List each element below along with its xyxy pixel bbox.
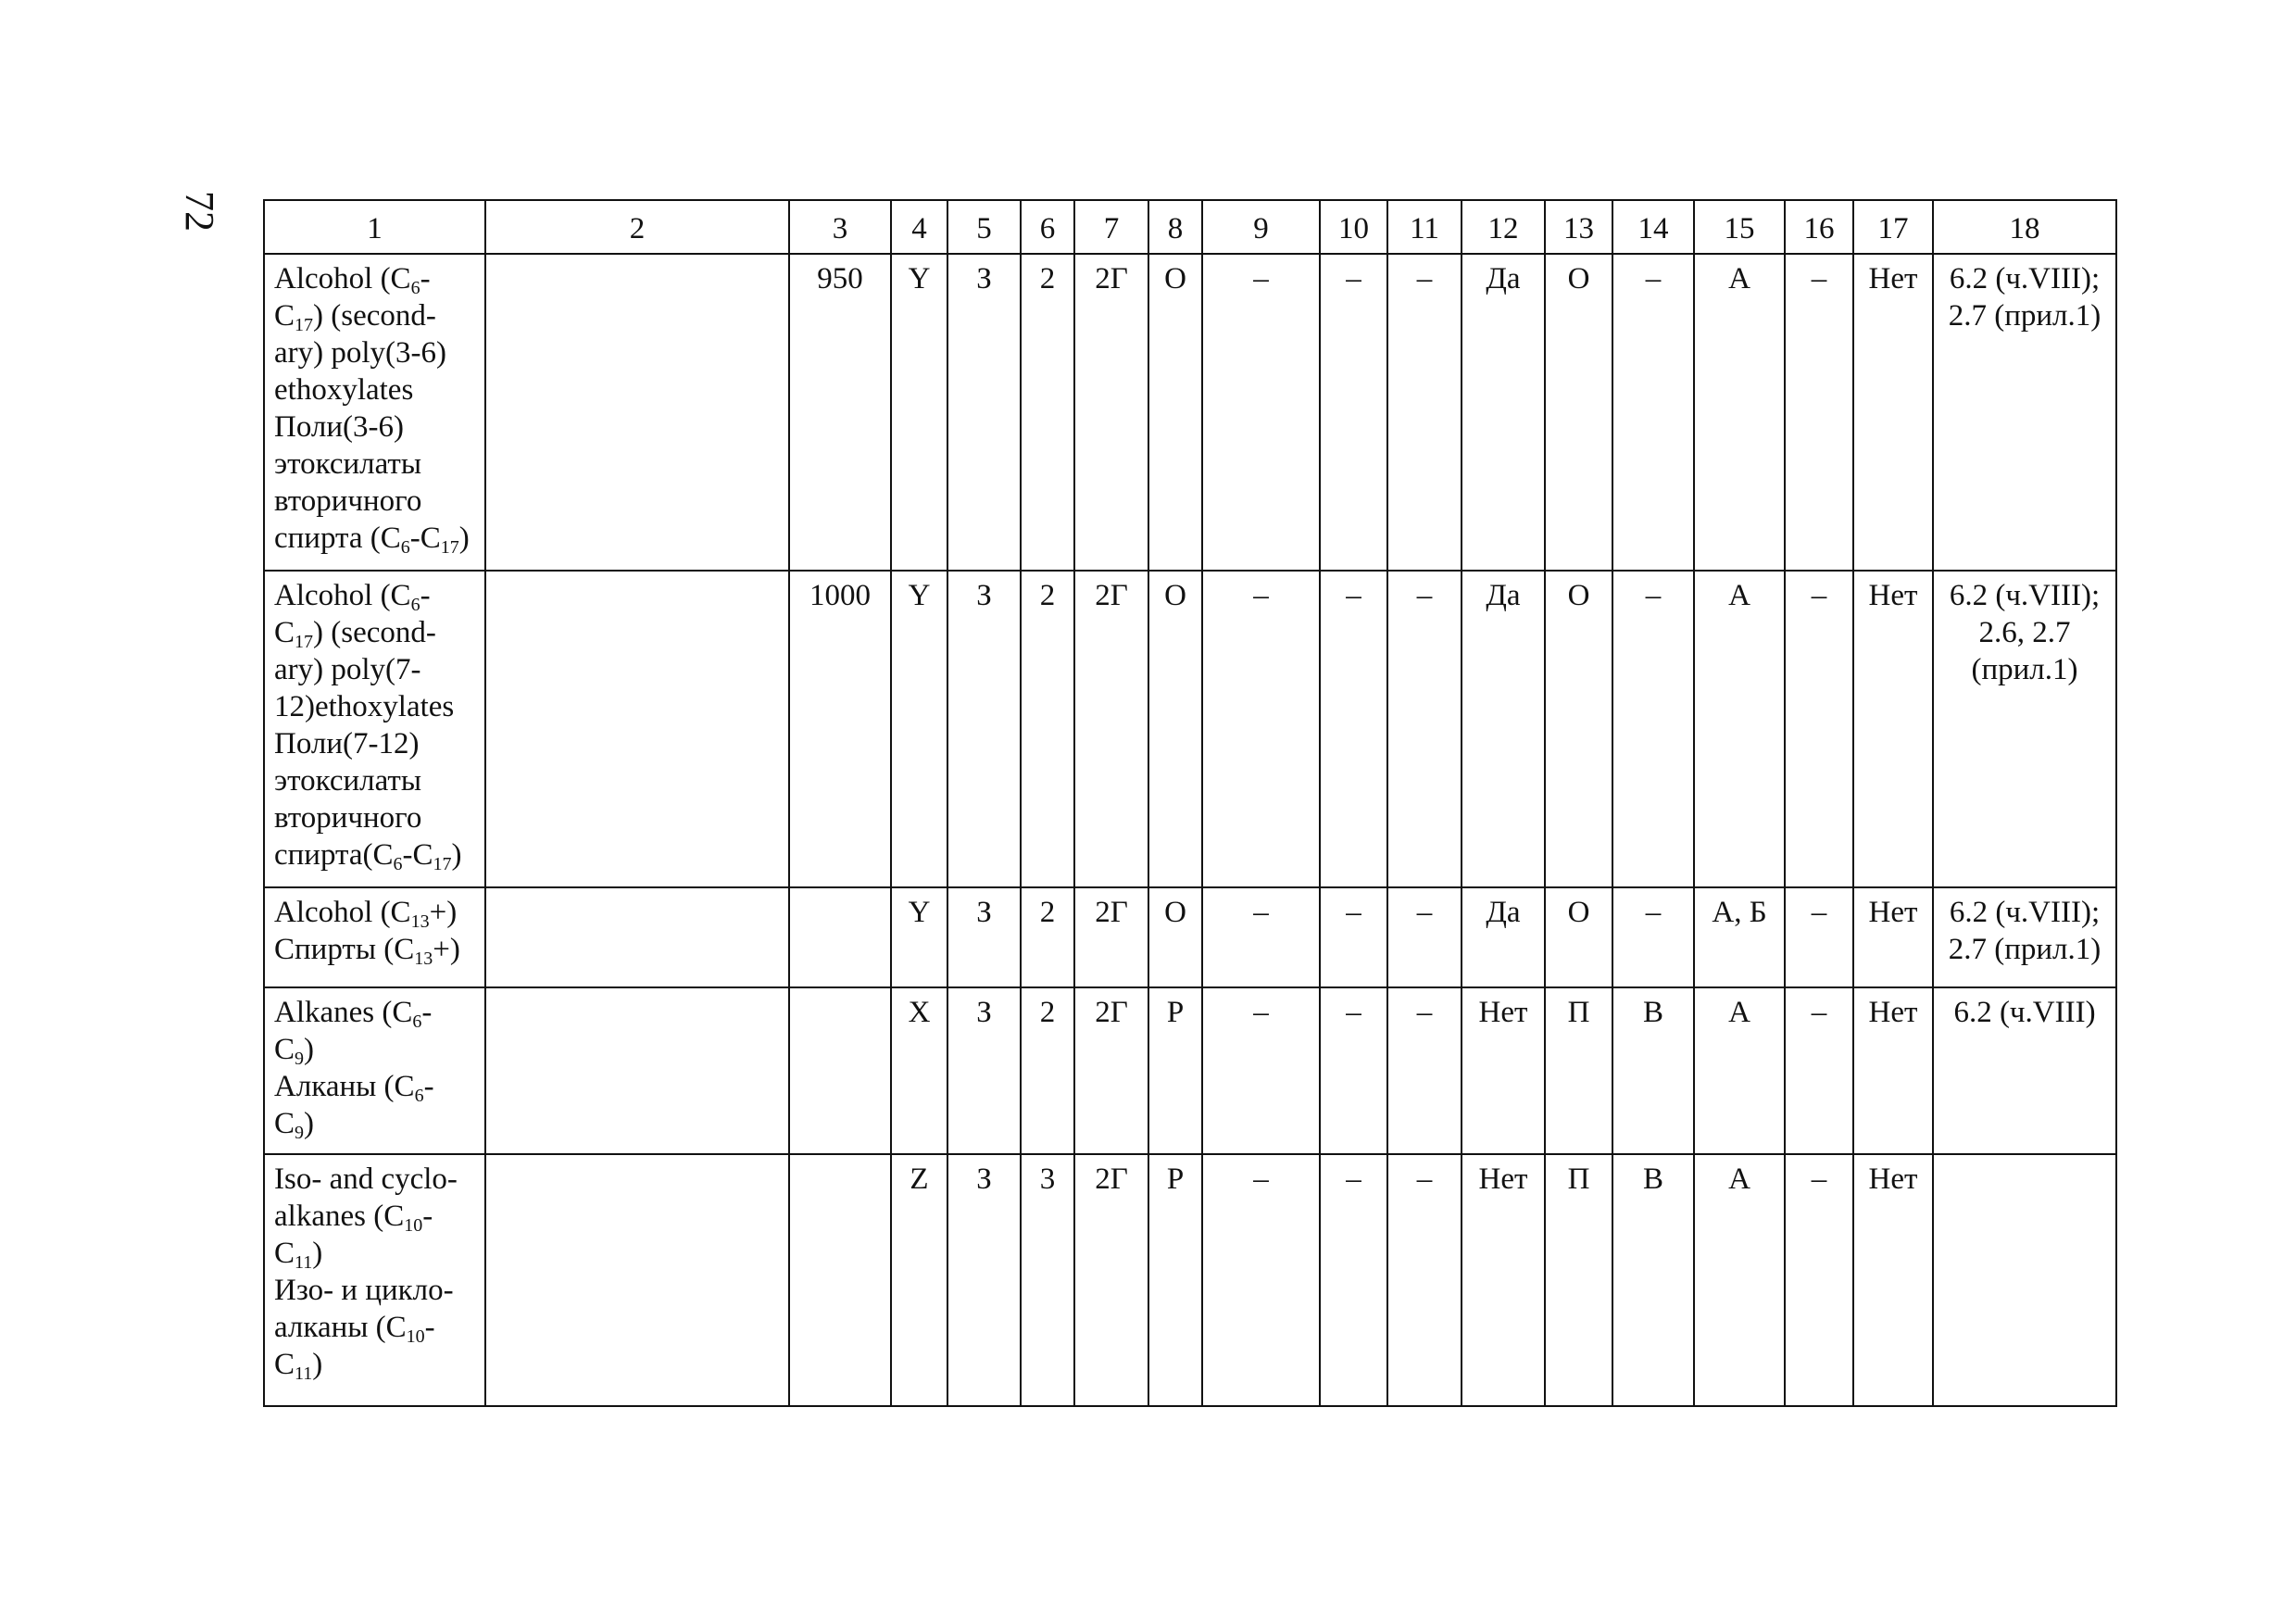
table-cell-col-8: О [1148, 887, 1202, 987]
table-cell-col-2 [485, 1154, 789, 1406]
column-header-9: 9 [1202, 200, 1320, 254]
table-cell-col-13: П [1545, 987, 1612, 1154]
column-header-10: 10 [1320, 200, 1387, 254]
subscript-text: 11 [295, 1252, 313, 1273]
subscript-text: 11 [295, 1363, 313, 1384]
table-cell-col-2 [485, 571, 789, 887]
column-header-16: 16 [1785, 200, 1853, 254]
table-cell-col-8: О [1148, 571, 1202, 887]
cargo-name-line [274, 1346, 481, 1383]
cargo-name-line [274, 577, 481, 614]
table-cell-col-4: Y [891, 887, 947, 987]
subscript-text: 6 [414, 1086, 424, 1106]
table-cell-col-18 [1933, 1154, 2116, 1406]
table-cell-col-9: – [1202, 1154, 1320, 1406]
column-header-11: 11 [1387, 200, 1462, 254]
table-cell-col-13: О [1545, 254, 1612, 571]
table-cell-col-11: – [1387, 254, 1462, 571]
name-text: - [422, 1200, 433, 1233]
table-cell-col-7: 2Г [1074, 571, 1148, 887]
cargo-name-line [274, 297, 481, 334]
column-header-5: 5 [947, 200, 1021, 254]
subscript-text: 17 [295, 315, 314, 335]
cargo-name-line [274, 931, 481, 968]
name-text: Поли(7-12) [274, 727, 420, 760]
name-text: ) (second- [313, 616, 436, 649]
name-text: 12)ethoxylates [274, 690, 455, 723]
table-cell-col-16: – [1785, 254, 1853, 571]
cargo-name-line [274, 614, 481, 651]
table-cell-col-14: – [1612, 254, 1694, 571]
cargo-name-line [274, 994, 481, 1031]
subscript-text: 6 [393, 854, 403, 874]
name-text: вторичного [274, 484, 422, 518]
table-cell-col-11: – [1387, 987, 1462, 1154]
name-text: Iso- and cyclo- [274, 1162, 458, 1196]
table-cell-col-4: Y [891, 571, 947, 887]
subscript-text: 13 [410, 911, 430, 932]
table-cell-col-9: – [1202, 987, 1320, 1154]
table-cell-col-18 [1933, 987, 2116, 1154]
column-header-2: 2 [485, 200, 789, 254]
table-cell-col-10: – [1320, 887, 1387, 987]
table-cell-col-7: 2Г [1074, 987, 1148, 1154]
name-text: ) [312, 1237, 323, 1270]
table-cell-col-5: З [947, 887, 1021, 987]
table-row [264, 987, 2116, 1154]
column-header-7: 7 [1074, 200, 1148, 254]
reference-line: 6.2 (ч.VIII); [1949, 896, 2101, 929]
table-cell-col-14: – [1612, 887, 1694, 987]
table-cell-col-8: О [1148, 254, 1202, 571]
table-body [264, 254, 2116, 1406]
column-header-1: 1 [264, 200, 485, 254]
table-row [264, 254, 2116, 571]
name-text: алканы (C [274, 1311, 407, 1344]
column-header-4: 4 [891, 200, 947, 254]
table-cell-col-10: – [1320, 254, 1387, 571]
cargo-name-line [274, 371, 481, 408]
table-cell-col-9: – [1202, 254, 1320, 571]
subscript-text: 6 [400, 537, 410, 558]
table-cell-col-17: Нет [1853, 887, 1933, 987]
table-cell-col-12: Нет [1462, 1154, 1545, 1406]
name-text: C [274, 1348, 295, 1381]
table-cell-col-18 [1933, 254, 2116, 571]
cargo-name-line [274, 894, 481, 931]
cargo-name-line [274, 483, 481, 520]
table-cell-col-12: Да [1462, 571, 1545, 887]
table-cell-col-17: Нет [1853, 571, 1933, 887]
name-text: C [274, 1107, 295, 1140]
table-cell-col-14: В [1612, 1154, 1694, 1406]
subscript-text: 6 [410, 278, 420, 298]
table-cell-col-14: – [1612, 571, 1694, 887]
cargo-name-line [274, 762, 481, 799]
name-text: этоксилаты [274, 764, 422, 798]
subscript-text: 13 [414, 949, 433, 969]
table-cell-col-5: З [947, 987, 1021, 1154]
name-text: Alcohol (C [274, 579, 411, 612]
table-cell-col-4: Y [891, 254, 947, 571]
reference-line: 2.7 (прил.1) [1948, 299, 2102, 333]
table-cell-col-7: 2Г [1074, 1154, 1148, 1406]
cargo-name-line [274, 334, 481, 371]
page-number: 72 [177, 191, 222, 232]
header-row [264, 200, 2116, 254]
column-header-13: 13 [1545, 200, 1612, 254]
subscript-text: 9 [295, 1123, 305, 1143]
cargo-name-line [274, 725, 481, 762]
table-cell-col-11: – [1387, 571, 1462, 887]
table-cell-col-17: Нет [1853, 987, 1933, 1154]
name-text: этоксилаты [274, 447, 422, 481]
subscript-text: 10 [406, 1326, 425, 1347]
reference-line: 2.7 (прил.1) [1948, 933, 2102, 966]
name-text: ) [304, 1033, 315, 1066]
table-cell-col-3 [789, 887, 891, 987]
cargo-name-line [274, 1198, 481, 1235]
column-header-3: 3 [789, 200, 891, 254]
name-text: C [274, 616, 295, 649]
name-text: Alcohol (C [274, 262, 411, 295]
name-text: -C [402, 838, 433, 872]
name-text: Алканы (C [274, 1070, 415, 1103]
table-cell-col-6: 2 [1021, 887, 1074, 987]
table-cell-col-13: П [1545, 1154, 1612, 1406]
table-cell-col-2 [485, 887, 789, 987]
column-header-14: 14 [1612, 200, 1694, 254]
cargo-name-line [274, 688, 481, 725]
cargo-name-line [274, 520, 481, 557]
cargo-name-cell [264, 571, 485, 887]
name-text: ) [304, 1107, 315, 1140]
column-header-15: 15 [1694, 200, 1785, 254]
table-cell-col-5: З [947, 254, 1021, 571]
table-cell-col-5: З [947, 571, 1021, 887]
name-text: alkanes (C [274, 1200, 405, 1233]
table-cell-col-2 [485, 254, 789, 571]
name-text: - [420, 262, 431, 295]
cargo-name-cell [264, 887, 485, 987]
name-text: ) [312, 1348, 323, 1381]
table-cell-col-18 [1933, 887, 2116, 987]
cargo-name-line [274, 1272, 481, 1309]
name-text: Спирты (C [274, 933, 415, 966]
subscript-text: 17 [295, 632, 314, 652]
name-text: C [274, 1237, 295, 1270]
table-cell-col-16: – [1785, 1154, 1853, 1406]
subscript-text: 6 [412, 1012, 422, 1032]
name-text: +) [429, 896, 458, 929]
reference-line: 6.2 (ч.VIII) [1953, 996, 2096, 1029]
cargo-name-cell [264, 254, 485, 571]
subscript-text: 10 [404, 1215, 423, 1236]
column-header-8: 8 [1148, 200, 1202, 254]
table-cell-col-7: 2Г [1074, 254, 1148, 571]
cargo-name-line [274, 408, 481, 446]
table-cell-col-11: – [1387, 887, 1462, 987]
cargo-name-line [274, 1105, 481, 1142]
table-cell-col-15: А [1694, 1154, 1785, 1406]
table-cell-col-7: 2Г [1074, 887, 1148, 987]
name-text: C [274, 1033, 295, 1066]
table-cell-col-17: Нет [1853, 1154, 1933, 1406]
cargo-name-line [274, 799, 481, 836]
table-cell-col-3 [789, 987, 891, 1154]
cargo-name-line [274, 1031, 481, 1068]
table-cell-col-6: 3 [1021, 1154, 1074, 1406]
table-cell-col-3: 1000 [789, 571, 891, 887]
cargo-name-line [274, 446, 481, 483]
name-text: ary) poly(7- [274, 653, 421, 686]
cargo-name-cell [264, 1154, 485, 1406]
table-cell-col-12: Нет [1462, 987, 1545, 1154]
subscript-text: 9 [295, 1049, 305, 1069]
table-row [264, 887, 2116, 987]
name-text: -C [409, 521, 441, 555]
name-text: ) [451, 838, 462, 872]
table-cell-col-11: – [1387, 1154, 1462, 1406]
column-header-18: 18 [1933, 200, 2116, 254]
table-row [264, 1154, 2116, 1406]
table-cell-col-9: – [1202, 887, 1320, 987]
table-cell-col-4: Z [891, 1154, 947, 1406]
table-cell-col-13: О [1545, 571, 1612, 887]
name-text: - [421, 996, 433, 1029]
reference-line: (прил.1) [1971, 653, 2078, 686]
name-text: - [424, 1311, 435, 1344]
table-row [264, 571, 2116, 887]
table-cell-col-16: – [1785, 987, 1853, 1154]
column-header-17: 17 [1853, 200, 1933, 254]
name-text: +) [433, 933, 460, 966]
table-cell-col-16: – [1785, 571, 1853, 887]
name-text: спирта (C [274, 521, 401, 555]
cargo-name-line [274, 651, 481, 688]
cargo-name-line [274, 1161, 481, 1198]
name-text: - [420, 579, 431, 612]
name-text: ethoxylates [274, 373, 414, 407]
subscript-text: 17 [433, 854, 452, 874]
cargo-name-cell [264, 987, 485, 1154]
table-cell-col-10: – [1320, 571, 1387, 887]
table-cell-col-17: Нет [1853, 254, 1933, 571]
table-cell-col-8: Р [1148, 987, 1202, 1154]
table-cell-col-15: А [1694, 987, 1785, 1154]
subscript-text: 17 [440, 537, 459, 558]
table-cell-col-6: 2 [1021, 254, 1074, 571]
column-header-6: 6 [1021, 200, 1074, 254]
table-cell-col-15: А, Б [1694, 887, 1785, 987]
name-text: ) (second- [313, 299, 436, 333]
name-text: Alkanes (C [274, 996, 413, 1029]
table-cell-col-8: Р [1148, 1154, 1202, 1406]
table-cell-col-18 [1933, 571, 2116, 887]
reference-line: 6.2 (ч.VIII); [1949, 262, 2101, 295]
cargo-table [263, 199, 2117, 1407]
name-text: ) [458, 521, 470, 555]
cargo-name-line [274, 1068, 481, 1105]
reference-line: 6.2 (ч.VIII); [1949, 579, 2101, 612]
table-cell-col-13: О [1545, 887, 1612, 987]
table-cell-col-6: 2 [1021, 571, 1074, 887]
name-text: Alcohol (C [274, 896, 411, 929]
name-text: C [274, 299, 295, 333]
cargo-name-line [274, 836, 481, 873]
table-cell-col-3 [789, 1154, 891, 1406]
reference-line: 2.6, 2.7 [1978, 616, 2071, 649]
cargo-name-line [274, 260, 481, 297]
cargo-name-line [274, 1235, 481, 1272]
name-text: вторичного [274, 801, 422, 835]
cargo-name-line [274, 1309, 481, 1346]
name-text: ary) poly(3-6) [274, 336, 447, 370]
name-text: спирта(C [274, 838, 394, 872]
table-cell-col-14: В [1612, 987, 1694, 1154]
table-cell-col-10: – [1320, 987, 1387, 1154]
table-cell-col-16: – [1785, 887, 1853, 987]
table-cell-col-2 [485, 987, 789, 1154]
subscript-text: 6 [410, 595, 420, 615]
table-cell-col-9: – [1202, 571, 1320, 887]
table-cell-col-15: А [1694, 571, 1785, 887]
table-cell-col-4: X [891, 987, 947, 1154]
table-cell-col-12: Да [1462, 254, 1545, 571]
name-text: Поли(3-6) [274, 410, 404, 444]
table-cell-col-10: – [1320, 1154, 1387, 1406]
table-cell-col-5: З [947, 1154, 1021, 1406]
name-text: Изо- и цикло- [274, 1274, 454, 1307]
name-text: - [423, 1070, 434, 1103]
table-cell-col-15: А [1694, 254, 1785, 571]
table-cell-col-3: 950 [789, 254, 891, 571]
table-cell-col-6: 2 [1021, 987, 1074, 1154]
column-header-12: 12 [1462, 200, 1545, 254]
table-cell-col-12: Да [1462, 887, 1545, 987]
